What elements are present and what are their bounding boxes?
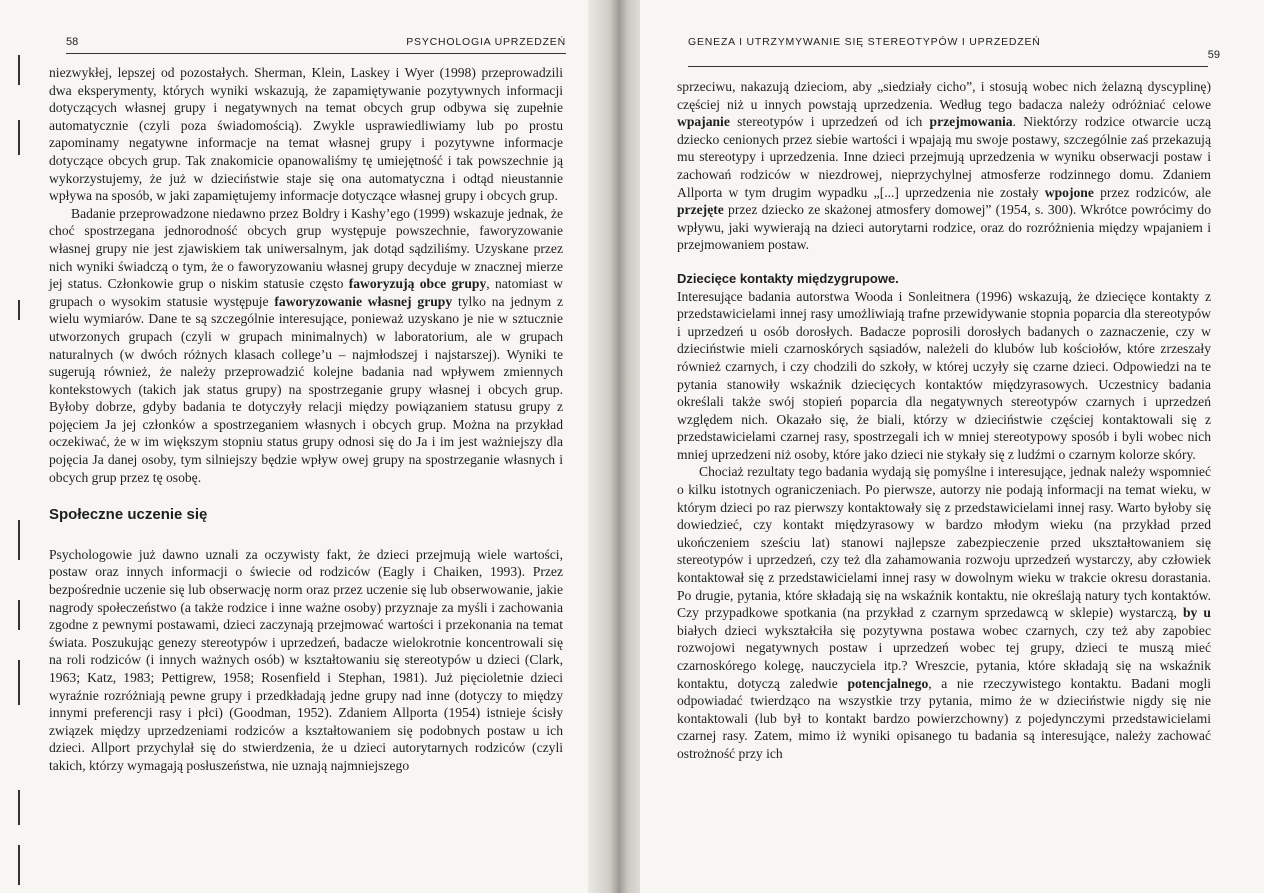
bold-term: faworyzują obce grupy <box>348 276 487 292</box>
bold-term: wpojone <box>1044 184 1094 200</box>
paragraph: sprzeciwu, nakazują dzieciom, aby „siedziały cicho”, i stosują wobec nich żelazną dyscyplinę) częściej niż u innych powstają uprzedzenia. Według tego badacza należy odróżniać celowe wpajanie stereotypów i uprzedzeń od ich przejmowania. Niektórzy rodzice otwarcie uczą dziecko cenionych przez siebie wartości i wpajają mu swoje postawy, szczególnie zaś przekazują mu stereotypy i uprzedzenia. Inne dzieci przejmują uprzedzenia w wyniku obserwacji postaw i zachowań rodziców w niezdrowej, nieprzychylnej atmosferze rodzinnego domu. Zdaniem Allporta w tym drugim wypadku „[...] uprzedzenia nie zostały wpojone przez rodziców, ale przejęte przez dziecko ze skażonej atmosfery domowej” (1954, s. 300). Wkrótce powrócimy do wpływu, jaki wywierają na dzieci autorytarni rodzice, oraz do rozróżnienia między wpajaniem i przejmowaniem postaw. <box>677 79 1211 253</box>
paragraph: niezwykłej, lepszej od pozostałych. Sherman, Klein, Laskey i Wyer (1998) przeprowadzili dwa eksperymenty, których wyniki wskazują, że zapamiętywanie pozytywnych informacji dotyczących własnej grupy i negatywnych na temat obcych grup odbywa się zupełnie automatycznie (czyli poza świadomością). Zwykle usprawiedliwiamy lub po prostu zapominamy negatywne informacje na temat własnej grupy i pozytywne informacje dotyczące obcych grup. Tak znakomicie opanowaliśmy tę umiejętność i tak powszechnie ją wykorzystujemy, że już w dzieciństwie staje się ona automatyczna i odtąd nieustannie wpływa na sposób, w jaki zapamiętujemy informacje dotyczące własnej grupy i obcych grup. <box>49 65 563 204</box>
subsection-heading: Dziecięce kontakty międzygrupowe. <box>677 270 899 286</box>
section-heading: Społeczne uczenie się <box>49 506 208 524</box>
left-body-text <box>49 64 563 775</box>
header-rule <box>688 66 1208 67</box>
left-page <box>0 0 600 893</box>
bold-term: przejęte <box>677 202 724 218</box>
paragraph: Badanie przeprowadzone niedawno przez Boldry i Kashy’ego (1999) wskazuje jednak, że choć spostrzegana jednorodność obcych grup występuje powszechnie, faworyzowanie własnej grupy nie jest zjawiskiem tak uniwersalnym, jak dotąd sądziliśmy. Uzyskane przez nich wyniki świadczą o tym, że o faworyzowaniu własnej grupy decyduje w znacznej mierze jej status. Członkowie grup o niskim statusie często faworyzują obce grupy, natomiast w grupach o wysokim statusie występuje faworyzowanie własnej grupy tylko na jednym z wielu wymiarów. Dane te są szczególnie interesujące, ponieważ uzyskano je nie w sztucznie utworzonych grupach (czyli w grupach minimalnych) w laboratorium, ale w grupach naturalnych (w dwóch różnych klasach college’u – najmłodszej i najstarszej). Wyniki te sugerują również, że należy przeprowadzić kolejne badania nad wpływem zmiennych kontekstowych (takich jak status grupy) na spostrzeganie grupy własnej i obcych grup. Byłoby dobrze, gdyby badania te dotyczyły relacji między powiązaniem statusu grupy z pojęciem Ja jej członków a spostrzeganiem własnych i obcych grup. Można na przykład oczekiwać, że w im większym stopniu status grupy odnosi się do Ja i im jest ważniejszy dla pojęcia Ja danej osoby, tym silniejszy będzie wpływ owej grupy na spostrzeganie własnych i obcych grup przez tę osobę. <box>49 205 563 485</box>
page-edge-marks <box>0 0 40 893</box>
paragraph: Interesujące badania autorstwa Wooda i Sonleitnera (1996) wskazują, że dziecięce kontakty z przedstawicielami innej rasy umożliwiają trafne przewidywanie stopnia poparcia dla stereotypów i uprzedzeń u osób dorosłych. Badacze poprosili dorosłych badanych o zaznaczenie, czy w dzieciństwie mieli czarnoskórych sąsiadów, należeli do klubów lub kościołów, które zrzeszały również czarnych, i czy chodzili do szkoły, w której uczyły się czarne dzieci. Odpowiedzi na te pytania stanowiły wskaźnik dziecięcych kontaktów międzyrasowych. Uczestnicy badania określali także swój stopień poparcia dla negatywnych stereotypów czarnych i uprzedzeń względem nich. Okazało się, że biali, którzy w dzieciństwie częściej kontaktowali się z przedstawicielami czarnej rasy, spostrzegali ich w mniej stereotypowy sposób i byli wobec nich mniej uprzedzeni niż osoby, które jako dzieci nie stykały się z ludźmi o czarnym kolorze skóry. <box>677 288 1211 462</box>
running-head: GENEZA I UTRZYMYWANIE SIĘ STEREOTYPÓW I UPRZEDZEŃ <box>688 36 1041 48</box>
bold-term: wpajanie <box>677 114 730 130</box>
header-rule <box>66 53 566 54</box>
bold-term: przejmowania <box>929 114 1013 130</box>
paragraph: Chociaż rezultaty tego badania wydają się pomyślne i interesujące, jednak należy wspomnieć o kilku istotnych ograniczeniach. Po pierwsze, autorzy nie podają informacji na temat wieku, w którym dzieci po raz pierwszy kontaktowały się z przedstawicielami innej rasy. Warto byłoby się dowiedzieć, czy kontakt międzyrasowy w bardzo młodym wieku (na przykład przed ukończeniem sześciu lat) stanowi najlepsze zabezpieczenie przed ukształtowaniem się stereotypów i uprzedzeń, czy też dla zahamowania rozwoju uprzedzeń wystarczy, aby człowiek kontaktował się z przedstawicielami innej rasy w dowolnym wieku w trakcie okresu dorastania. Po drugie, pytania, które składają się na wskaźnik kontaktu, nie określają natury tych kontaktów. Czy przypadkowe spotkania (na przykład z czarnym sprzedawcą w sklepie) wystarczą, by u białych dzieci wykształciła się pozytywna postawa wobec czarnych, czy też aby zapobiec rozwojowi negatywnych postaw i uprzedzeń wobec tej grupy, dzieci te muszą mieć czarnoskórego kolegę, nauczyciela itp.? Wreszcie, pytania, które składają się na wskaźnik kontaktu, dotyczą zaledwie potencjalnego, a nie rzeczywistego kontaktu. Badani mogli odpowiadać twierdząco na wszystkie trzy pytania, mimo że w dzieciństwie nigdy się nie kontaktowali (lub był to kontakt bardzo powierzchowny) z pojedynczymi przedstawicielami czarnej rasy. Zatem, mimo iż wyniki opisanego tu badania są interesujące, należy zachować ostrożność przy ich <box>677 464 1211 761</box>
right-page <box>640 0 1264 893</box>
page-number: 59 <box>1207 49 1220 61</box>
bold-term: by u <box>1182 605 1211 621</box>
bold-term: potencjalnego <box>847 675 929 691</box>
right-body-text <box>677 78 1211 763</box>
running-head: PSYCHOLOGIA UPRZEDZEŃ <box>406 36 566 48</box>
page-number: 58 <box>66 36 79 48</box>
bold-term: faworyzowanie własnej grupy <box>274 293 453 309</box>
paragraph: Psychologowie już dawno uznali za oczywisty fakt, że dzieci przejmują wiele wartości, postaw oraz innych informacji o świecie od rodziców (Eagly i Chaiken, 1993). Przez bezpośrednie uczenie się lub obserwację norm oraz przez uczenie się lub obserwowanie, jakie nagrody społeczeństwo (a także rodzice i inne ważne osoby) przyznaje za myśli i zachowania zgodne z pewnymi postawami, dzieci zaczynają przejmować wartości i przekonania na temat świata. Poszukując genezy stereotypów i uprzedzeń, badacze wielokrotnie koncentrowali się na roli rodziców (i innych ważnych osób) w kształtowaniu się stereotypów u dzieci (Clark, 1963; Katz, 1983; Pettigrew, 1958; Rosenfield i Stephan, 1981). Już pięcioletnie dzieci wyraźnie rozróżniają pewne grupy i przedkładają jedne grupy nad inne (dotyczy to między innymi preferencji rasy i płci) (Goodman, 1952). Zdaniem Allporta (1954) istnieje ścisły związek między uprzedzeniami rodziców a kształtowaniem się podobnych postaw u ich dzieci. Allport przychylał się do stwierdzenia, że u dzieci autorytarnych rodziców (czyli takich, którzy wymagają posłuszeństwa, nie uznają najmniejszego <box>49 546 563 773</box>
